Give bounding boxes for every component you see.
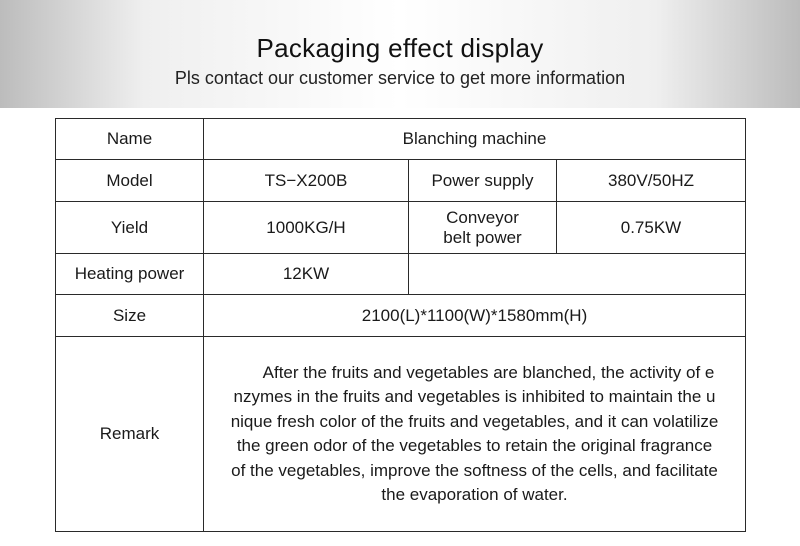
conveyor-label-line2: belt power: [443, 227, 522, 247]
power-supply-label: Power supply: [409, 160, 557, 202]
heating-label: Heating power: [56, 254, 204, 295]
table-row: [56, 202, 746, 254]
model-label: Model: [56, 160, 204, 202]
table-row: [56, 295, 746, 337]
conveyor-value: 0.75KW: [557, 202, 746, 254]
name-label: Name: [56, 119, 204, 160]
size-label: Size: [56, 295, 204, 337]
size-value: 2100(L)*1100(W)*1580mm(H): [204, 295, 746, 337]
conveyor-label: [409, 202, 557, 254]
yield-label: Yield: [56, 202, 204, 254]
table-row: [56, 254, 746, 295]
conveyor-label-line1: Conveyor: [446, 207, 519, 227]
remark-line: nzymes in the fruits and vegetables is inhibited to maintain the u: [233, 387, 716, 406]
table-row: [56, 160, 746, 202]
page-title: Packaging effect display: [256, 33, 544, 63]
remark-line: of the vegetables, improve the softness of the cells, and facilitate: [231, 460, 718, 480]
name-value: Blanching machine: [204, 119, 746, 160]
heating-value: 12KW: [204, 254, 409, 295]
remark-line: nique fresh color of the fruits and vegetables, and it can volatilize: [230, 411, 719, 431]
yield-value: 1000KG/H: [204, 202, 409, 254]
empty-cell: [409, 254, 746, 295]
power-supply-value: 380V/50HZ: [557, 160, 746, 202]
table-row: [56, 337, 746, 532]
page-subtitle: Pls contact our customer service to get more information: [174, 68, 626, 88]
remark-label: Remark: [56, 337, 204, 532]
remark-line: After the fruits and vegetables are blanched, the activity of e: [262, 362, 715, 382]
remark-text: [204, 337, 746, 532]
table-row: [56, 119, 746, 160]
spec-table: [55, 118, 746, 532]
model-value: TS−X200B: [204, 160, 409, 202]
remark-line: the green odor of the vegetables to retain the original fragrance: [236, 436, 713, 455]
remark-line: the evaporation of water.: [381, 485, 568, 504]
header-banner: [0, 0, 800, 108]
